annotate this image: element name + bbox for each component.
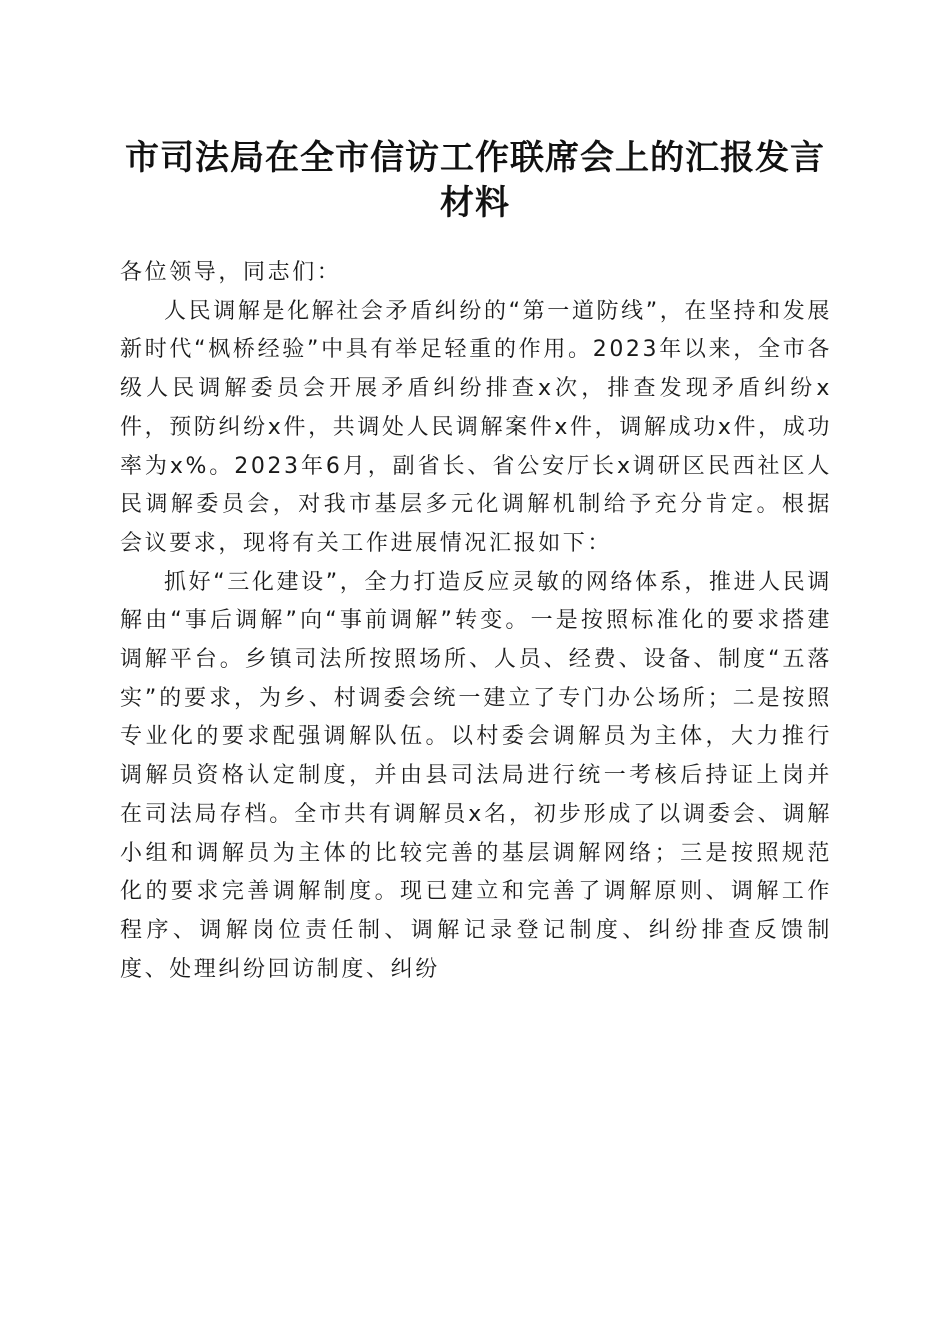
title-line-1: 市司法局在全市信访工作联席会上的汇报发言 — [125, 138, 825, 178]
paragraph-three-modernizations: 抓好“三化建设”，全力打造反应灵敏的网络体系，推进人民调解由“事后调解”向“事前调解”转变。一是按照标准化的要求搭建调解平台。乡镇司法所按照场所、人员、经费、设备、制度“五落实”的要求，为乡、村调委会统一建立了专门办公场所；二是按照专业化的要求配强调解队伍。以村委会调解员为主体，大力推行调解员资格认定制度，并由县司法局进行统一考核后持证上岗并在司法局存档。全市共有调解员x名，初步形成了以调委会、调解小组和调解员为主体的比较完善的基层调解网络；三是按照规范化的要求完善调解制度。现已建立和完善了调解原则、调解工作程序、调解岗位责任制、调解记录登记制度、纠纷排查反馈制度、处理纠纷回访制度、纠纷 — [120, 569, 832, 982]
title-line-2: 材料 — [440, 183, 510, 223]
document-title — [100, 136, 850, 226]
paragraph-intro: 人民调解是化解社会矛盾纠纷的“第一道防线”，在坚持和发展新时代“枫桥经验”中具有举足轻重的作用。2023年以来，全市各级人民调解委员会开展矛盾纠纷排查x次，排查发现矛盾纠纷x件，预防纠纷x件，共调处人民调解案件x件，调解成功x件，成功率为x%。2023年6月，副省长、省公安厅长x调研区民西社区人民调解委员会，对我市基层多元化调解机制给予充分肯定。根据会议要求，现将有关工作进展情况汇报如下： — [120, 298, 832, 556]
document-body — [120, 254, 832, 989]
salutation: 各位领导，同志们： — [120, 260, 342, 285]
